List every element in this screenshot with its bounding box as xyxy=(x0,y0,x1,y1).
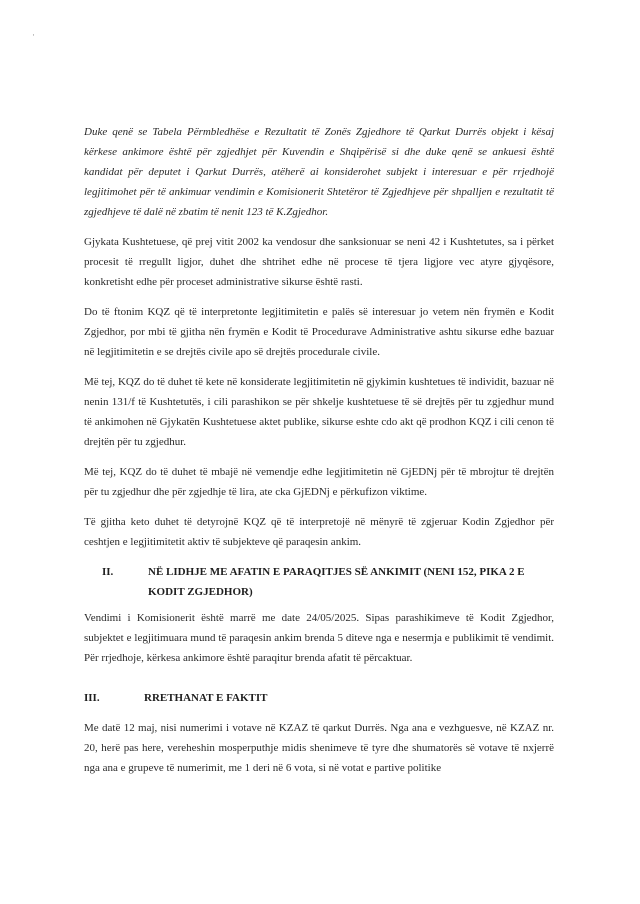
section-title: NË LIDHJE ME AFATIN E PARAQITJES SË ANKIMIT (NENI 152, PIKA 2 E KODIT ZGJEDHOR) xyxy=(148,566,525,598)
section-number: II. xyxy=(102,566,114,578)
paragraph-constitutional-legitimacy: Më tej, KQZ do të duhet të kete në konsiderate legjitimitetin në gjykimin kushtetues të individit, bazuar në nenin 131/f të Kushtetutës, i cili parashikon se për shkelje kushtetuese të së drejtës për tu zgjedhur mund të ankimohen në Gjykatën Kushtetuese aktet publike, sikurse eshte cdo akt që prodhon KQZ i cili cenon të drejtën për tu zgjedhur. xyxy=(84,376,554,448)
paragraph-constitutional-court: Gjykata Kushtetuese, që prej vitit 2002 ka vendosur dhe sanksionuar se neni 42 i Kushtetutes, sa i përket procesit të rregullt ligjor, duhet dhe shtrihet edhe në procese të tjera ligjore vec atyre gjyqësore, konkretisht edhe për proceset administrative sikurse është rasti. xyxy=(84,236,554,288)
section-heading-facts xyxy=(84,688,554,708)
page-mark: · xyxy=(32,30,35,40)
section-title: RRETHANAT E FAKTIT xyxy=(144,692,268,704)
paragraph-extended-interpretation: Të gjitha keto duhet të detyrojnë KQZ që të interpretojë në mënyrë të zgjeruar Kodin Zgjedhor për ceshtjen e legjitimitetit aktiv të subjekteve që paraqesin ankim. xyxy=(84,516,554,548)
section-number: III. xyxy=(84,692,100,704)
section-heading-deadline xyxy=(84,562,554,602)
paragraph-interest-subject: Duke qenë se Tabela Përmbledhëse e Rezultatit të Zonës Zgjedhore të Qarkut Durrës objekt i kësaj kërkese ankimore është për zgjedhjet për Kuvendin e Shqipërisë si dhe duke qenë se ankuesi është kandidat për deputet i Qarkut Durrës, atëherë ai konsiderohet subjekt i interesuar e për rrjedhojë legjitimohet për të ankimuar vendimin e Komisionerit Shtetëror të Zgjedhjeve për shpalljen e rezultatit të zgjedhjeve të dalë në zbatim të nenit 123 të K.Zgjedhor. xyxy=(84,126,554,218)
paragraph-facts: Me datë 12 maj, nisi numerimi i votave në KZAZ të qarkut Durrës. Nga ana e vezhguesve, në KZAZ nr. 20, herë pas here, vereheshin mosperputhje midis shenimeve të tyre dhe shumatorës së votave të nxjerrë nga ana e grupeve të numerimit, me 1 deri në 6 vota, si në votat e partive politike xyxy=(84,722,554,774)
document-body xyxy=(84,122,554,778)
paragraph-deadline: Vendimi i Komisionerit është marrë me date 24/05/2025. Sipas parashikimeve të Kodit Zgjedhor, subjektet e legjitimuara mund të paraqesin ankim brenda 5 diteve nga e nesermja e publikimit të vendimit. Për rrjedhoje, kërkesa ankimore është paraqitur brenda afatit të përcaktuar. xyxy=(84,612,554,664)
paragraph-kqz-interpretation: Do të ftonim KQZ që të interpretonte legjitimitetin e palës së interesuar jo vetem nën frymën e Kodit Zgjedhor, por mbi të gjitha nën frymën e Kodit të Procedurave Administrative ashtu sikurse edhe bazuar në legjitimitetin e se drejtës civile apo së drejtës procedurale civile. xyxy=(84,306,554,358)
paragraph-echr-legitimacy: Më tej, KQZ do të duhet të mbajë në vemendje edhe legjitimitetin në GjEDNj për të mbrojtur të drejtën për tu zgjedhur dhe për zgjedhje të lira, ate cka GjEDNj e përkufizon viktime. xyxy=(84,466,554,498)
